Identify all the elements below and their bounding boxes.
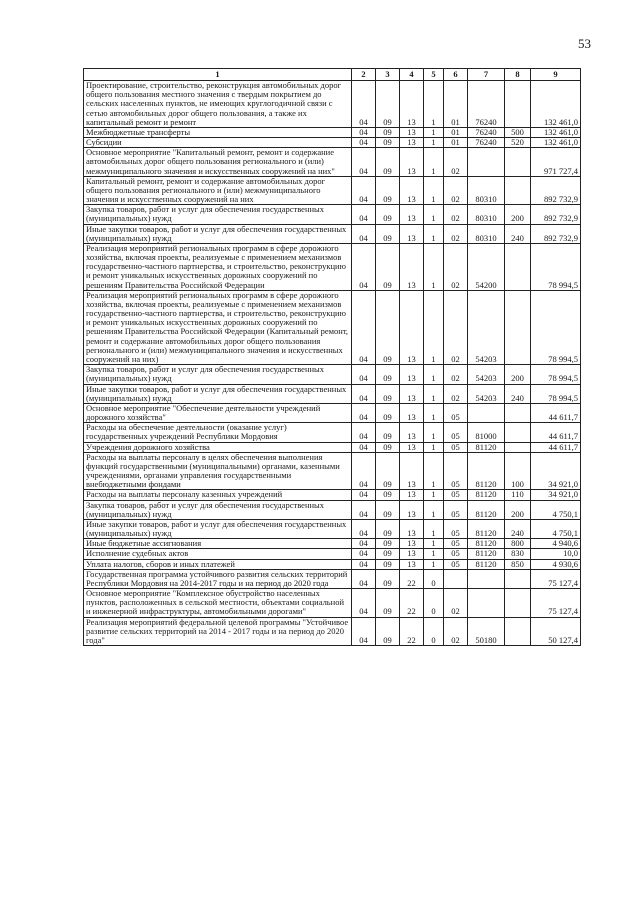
row-amount: 78 994,5 bbox=[531, 290, 581, 364]
row-name: Проектирование, строительство, реконструкция автомобильных дорог общего пользования местного значения с твердым покрытием до сельских населенных пунктов, не имеющих круглогодичной связи с сетью автомобильных дорог общего пользования, а также их капитальный ремонт и ремонт bbox=[84, 81, 352, 128]
table-row bbox=[84, 403, 581, 422]
code-col-4: 13 bbox=[400, 205, 424, 224]
code-col-6: 02 bbox=[444, 148, 468, 177]
header-row bbox=[84, 69, 581, 81]
code-col-3: 09 bbox=[376, 205, 400, 224]
code-col-7: 54203 bbox=[468, 290, 505, 364]
code-col-8: 100 bbox=[505, 452, 531, 490]
table-row bbox=[84, 243, 581, 290]
code-col-6: 02 bbox=[444, 243, 468, 290]
code-col-4: 22 bbox=[400, 617, 424, 646]
code-col-6: 02 bbox=[444, 384, 468, 403]
code-col-6: 02 bbox=[444, 365, 468, 384]
table-row bbox=[84, 384, 581, 403]
code-col-8 bbox=[505, 442, 531, 452]
row-name: Межбюджетные трансферты bbox=[84, 127, 352, 137]
code-col-8: 240 bbox=[505, 519, 531, 538]
code-col-6: 05 bbox=[444, 500, 468, 519]
table-row bbox=[84, 490, 581, 500]
code-col-4: 13 bbox=[400, 176, 424, 205]
code-col-8: 200 bbox=[505, 365, 531, 384]
code-col-7 bbox=[468, 569, 505, 588]
col-header-1: 1 bbox=[84, 69, 352, 81]
code-col-7 bbox=[468, 403, 505, 422]
code-col-7: 81120 bbox=[468, 549, 505, 559]
code-col-6: 01 bbox=[444, 138, 468, 148]
code-col-5: 1 bbox=[424, 490, 444, 500]
row-name: Реализация мероприятий региональных программ в сфере дорожного хозяйства, включая проекты, реализуемые с применением механизмов государственно-частного партнерства, и строительство, реконструкцию и ремонт уникальных искусственных дорожных сооружений по решениям Правительства Российской Федерации bbox=[84, 243, 352, 290]
code-col-5: 1 bbox=[424, 148, 444, 177]
row-name: Основное мероприятие "Комплексное обустройство населенных пунктов, расположенных в сельской местности, объектами социальной и инженерной инфраструктуры, автомобильными дорогами" bbox=[84, 589, 352, 618]
code-col-4: 22 bbox=[400, 569, 424, 588]
row-name: Расходы на обеспечение деятельности (оказание услуг) государственных учреждений Республики Мордовия bbox=[84, 423, 352, 442]
code-col-4: 13 bbox=[400, 442, 424, 452]
code-col-7: 81120 bbox=[468, 539, 505, 549]
code-col-5: 1 bbox=[424, 365, 444, 384]
table-row bbox=[84, 569, 581, 588]
row-amount: 892 732,9 bbox=[531, 205, 581, 224]
code-col-7: 80310 bbox=[468, 176, 505, 205]
code-col-4: 22 bbox=[400, 589, 424, 618]
table-row bbox=[84, 205, 581, 224]
table-row bbox=[84, 290, 581, 364]
row-name: Исполнение судебных актов bbox=[84, 549, 352, 559]
code-col-7: 80310 bbox=[468, 224, 505, 243]
row-name: Капитальный ремонт, ремонт и содержание автомобильных дорог общего пользования регионального и (или) межмуниципального значения и искусственных сооружений на них bbox=[84, 176, 352, 205]
row-name: Реализация мероприятий региональных программ в сфере дорожного хозяйства, включая проекты, реализуемые с применением механизмов государственно-частного партнерства, и строительство, реконструкцию и ремонт уникальных искусственных дорожных сооружений по решениям Правительства Российской Федерации (Капитальный ремонт, ремонт и содержание автомобильных дорог общего пользования регионального и (или) межмуниципального значения и искусственных сооружений на них) bbox=[84, 290, 352, 364]
code-col-3: 09 bbox=[376, 243, 400, 290]
code-col-7: 81120 bbox=[468, 559, 505, 569]
table-row bbox=[84, 365, 581, 384]
code-col-5: 1 bbox=[424, 205, 444, 224]
code-col-2: 04 bbox=[352, 243, 376, 290]
code-col-7 bbox=[468, 148, 505, 177]
row-amount: 78 994,5 bbox=[531, 384, 581, 403]
row-name: Реализация мероприятий федеральной целевой программы "Устойчивое развитие сельских территорий на 2014 - 2017 годы и на период до 2020 года" bbox=[84, 617, 352, 646]
code-col-6: 05 bbox=[444, 442, 468, 452]
code-col-2: 04 bbox=[352, 176, 376, 205]
code-col-5: 1 bbox=[424, 290, 444, 364]
code-col-2: 04 bbox=[352, 500, 376, 519]
budget-table bbox=[83, 68, 581, 646]
row-name: Расходы на выплаты персоналу в целях обеспечения выполнения функций государственными (муниципальными) органами, казенными учреждениями, органами управления государственными внебюджетными фондами bbox=[84, 452, 352, 490]
code-col-4: 13 bbox=[400, 384, 424, 403]
row-amount: 4 930,6 bbox=[531, 559, 581, 569]
code-col-3: 09 bbox=[376, 589, 400, 618]
code-col-3: 09 bbox=[376, 127, 400, 137]
code-col-8: 800 bbox=[505, 539, 531, 549]
code-col-6: 05 bbox=[444, 519, 468, 538]
row-amount: 75 127,4 bbox=[531, 569, 581, 588]
code-col-5: 1 bbox=[424, 559, 444, 569]
code-col-3: 09 bbox=[376, 290, 400, 364]
code-col-7: 81120 bbox=[468, 452, 505, 490]
code-col-7: 76240 bbox=[468, 127, 505, 137]
code-col-4: 13 bbox=[400, 549, 424, 559]
code-col-3: 09 bbox=[376, 423, 400, 442]
code-col-3: 09 bbox=[376, 559, 400, 569]
code-col-2: 04 bbox=[352, 490, 376, 500]
row-amount: 892 732,9 bbox=[531, 176, 581, 205]
code-col-4: 13 bbox=[400, 519, 424, 538]
code-col-2: 04 bbox=[352, 205, 376, 224]
row-amount: 75 127,4 bbox=[531, 589, 581, 618]
code-col-6: 05 bbox=[444, 403, 468, 422]
row-name: Уплата налогов, сборов и иных платежей bbox=[84, 559, 352, 569]
code-col-7: 54200 bbox=[468, 243, 505, 290]
table-row bbox=[84, 539, 581, 549]
code-col-8 bbox=[505, 403, 531, 422]
code-col-7: 80310 bbox=[468, 205, 505, 224]
code-col-7 bbox=[468, 589, 505, 618]
page-number: 53 bbox=[578, 36, 591, 51]
row-name: Закупка товаров, работ и услуг для обеспечения государственных (муниципальных) нужд bbox=[84, 205, 352, 224]
row-amount: 34 921,0 bbox=[531, 490, 581, 500]
code-col-2: 04 bbox=[352, 81, 376, 128]
col-header-9: 9 bbox=[531, 69, 581, 81]
code-col-5: 1 bbox=[424, 127, 444, 137]
code-col-4: 13 bbox=[400, 423, 424, 442]
code-col-7: 81120 bbox=[468, 490, 505, 500]
code-col-6: 05 bbox=[444, 549, 468, 559]
code-col-8: 830 bbox=[505, 549, 531, 559]
row-name: Учреждения дорожного хозяйства bbox=[84, 442, 352, 452]
code-col-4: 13 bbox=[400, 127, 424, 137]
code-col-5: 1 bbox=[424, 224, 444, 243]
row-name: Иные закупки товаров, работ и услуг для обеспечения государственных (муниципальных) нужд bbox=[84, 384, 352, 403]
row-amount: 892 732,9 bbox=[531, 224, 581, 243]
code-col-6: 05 bbox=[444, 423, 468, 442]
table-row bbox=[84, 500, 581, 519]
row-amount: 78 994,5 bbox=[531, 365, 581, 384]
row-name: Основное мероприятие "Капитальный ремонт, ремонт и содержание автомобильных дорог общего пользования регионального и (или) межмуниципального значения и искусственных сооружений на них" bbox=[84, 148, 352, 177]
code-col-3: 09 bbox=[376, 539, 400, 549]
code-col-4: 13 bbox=[400, 148, 424, 177]
row-amount: 44 611,7 bbox=[531, 403, 581, 422]
col-header-8: 8 bbox=[505, 69, 531, 81]
row-name: Расходы на выплаты персоналу казенных учреждений bbox=[84, 490, 352, 500]
code-col-6: 02 bbox=[444, 290, 468, 364]
row-amount: 4 750,1 bbox=[531, 519, 581, 538]
code-col-8: 520 bbox=[505, 138, 531, 148]
row-name: Закупка товаров, работ и услуг для обеспечения государственных (муниципальных) нужд bbox=[84, 500, 352, 519]
code-col-6: 02 bbox=[444, 617, 468, 646]
code-col-8: 500 bbox=[505, 127, 531, 137]
row-amount: 44 611,7 bbox=[531, 442, 581, 452]
code-col-3: 09 bbox=[376, 569, 400, 588]
row-amount: 78 994,5 bbox=[531, 243, 581, 290]
row-amount: 971 727,4 bbox=[531, 148, 581, 177]
code-col-8: 850 bbox=[505, 559, 531, 569]
code-col-5: 0 bbox=[424, 569, 444, 588]
code-col-8: 200 bbox=[505, 500, 531, 519]
col-header-2: 2 bbox=[352, 69, 376, 81]
code-col-3: 09 bbox=[376, 384, 400, 403]
row-amount: 34 921,0 bbox=[531, 452, 581, 490]
code-col-3: 09 bbox=[376, 148, 400, 177]
code-col-4: 13 bbox=[400, 539, 424, 549]
col-header-6: 6 bbox=[444, 69, 468, 81]
row-amount: 4 750,1 bbox=[531, 500, 581, 519]
table-row bbox=[84, 549, 581, 559]
code-col-5: 1 bbox=[424, 243, 444, 290]
code-col-8 bbox=[505, 148, 531, 177]
table-row bbox=[84, 423, 581, 442]
col-header-3: 3 bbox=[376, 69, 400, 81]
code-col-8 bbox=[505, 81, 531, 128]
row-amount: 132 461,0 bbox=[531, 127, 581, 137]
code-col-5: 1 bbox=[424, 384, 444, 403]
code-col-8 bbox=[505, 176, 531, 205]
code-col-6: 02 bbox=[444, 589, 468, 618]
code-col-8 bbox=[505, 290, 531, 364]
code-col-6: 01 bbox=[444, 127, 468, 137]
code-col-2: 04 bbox=[352, 403, 376, 422]
code-col-5: 1 bbox=[424, 500, 444, 519]
code-col-8 bbox=[505, 617, 531, 646]
code-col-2: 04 bbox=[352, 519, 376, 538]
row-name: Иные бюджетные ассигнования bbox=[84, 539, 352, 549]
code-col-6: 05 bbox=[444, 490, 468, 500]
code-col-2: 04 bbox=[352, 569, 376, 588]
code-col-2: 04 bbox=[352, 423, 376, 442]
code-col-4: 13 bbox=[400, 224, 424, 243]
code-col-3: 09 bbox=[376, 224, 400, 243]
code-col-3: 09 bbox=[376, 500, 400, 519]
row-name: Иные закупки товаров, работ и услуг для обеспечения государственных (муниципальных) нужд bbox=[84, 519, 352, 538]
code-col-2: 04 bbox=[352, 539, 376, 549]
table-row bbox=[84, 589, 581, 618]
row-name: Иные закупки товаров, работ и услуг для обеспечения государственных (муниципальных) нужд bbox=[84, 224, 352, 243]
table-row bbox=[84, 81, 581, 128]
row-amount: 44 611,7 bbox=[531, 423, 581, 442]
code-col-3: 09 bbox=[376, 176, 400, 205]
code-col-8 bbox=[505, 589, 531, 618]
code-col-5: 1 bbox=[424, 452, 444, 490]
col-header-4: 4 bbox=[400, 69, 424, 81]
row-name: Государственная программа устойчивого развития сельских территорий Республики Мордовия на 2014-2017 годы и на период до 2020 года bbox=[84, 569, 352, 588]
code-col-3: 09 bbox=[376, 452, 400, 490]
table-row bbox=[84, 519, 581, 538]
code-col-4: 13 bbox=[400, 81, 424, 128]
code-col-4: 13 bbox=[400, 452, 424, 490]
code-col-6: 05 bbox=[444, 452, 468, 490]
code-col-8: 110 bbox=[505, 490, 531, 500]
code-col-6: 02 bbox=[444, 176, 468, 205]
code-col-2: 04 bbox=[352, 384, 376, 403]
code-col-3: 09 bbox=[376, 81, 400, 128]
code-col-3: 09 bbox=[376, 365, 400, 384]
code-col-2: 04 bbox=[352, 365, 376, 384]
table-row bbox=[84, 138, 581, 148]
code-col-2: 04 bbox=[352, 290, 376, 364]
code-col-5: 1 bbox=[424, 549, 444, 559]
code-col-2: 04 bbox=[352, 148, 376, 177]
code-col-2: 04 bbox=[352, 442, 376, 452]
col-header-7: 7 bbox=[468, 69, 505, 81]
code-col-2: 04 bbox=[352, 589, 376, 618]
code-col-3: 09 bbox=[376, 549, 400, 559]
code-col-5: 1 bbox=[424, 81, 444, 128]
code-col-8 bbox=[505, 243, 531, 290]
row-amount: 132 461,0 bbox=[531, 81, 581, 128]
code-col-7: 50180 bbox=[468, 617, 505, 646]
code-col-6: 05 bbox=[444, 539, 468, 549]
code-col-5: 1 bbox=[424, 423, 444, 442]
col-header-5: 5 bbox=[424, 69, 444, 81]
code-col-3: 09 bbox=[376, 617, 400, 646]
code-col-5: 1 bbox=[424, 138, 444, 148]
row-amount: 50 127,4 bbox=[531, 617, 581, 646]
code-col-8: 240 bbox=[505, 224, 531, 243]
code-col-2: 04 bbox=[352, 559, 376, 569]
code-col-4: 13 bbox=[400, 290, 424, 364]
code-col-2: 04 bbox=[352, 549, 376, 559]
code-col-6: 01 bbox=[444, 81, 468, 128]
code-col-3: 09 bbox=[376, 519, 400, 538]
table-row bbox=[84, 127, 581, 137]
code-col-6: 02 bbox=[444, 224, 468, 243]
row-amount: 10,0 bbox=[531, 549, 581, 559]
code-col-7: 81120 bbox=[468, 519, 505, 538]
code-col-6 bbox=[444, 569, 468, 588]
row-amount: 4 940,6 bbox=[531, 539, 581, 549]
code-col-4: 13 bbox=[400, 490, 424, 500]
code-col-3: 09 bbox=[376, 138, 400, 148]
row-name: Закупка товаров, работ и услуг для обеспечения государственных (муниципальных) нужд bbox=[84, 365, 352, 384]
code-col-5: 1 bbox=[424, 403, 444, 422]
code-col-4: 13 bbox=[400, 403, 424, 422]
code-col-3: 09 bbox=[376, 403, 400, 422]
code-col-5: 0 bbox=[424, 617, 444, 646]
code-col-4: 13 bbox=[400, 365, 424, 384]
code-col-7: 81000 bbox=[468, 423, 505, 442]
table-row bbox=[84, 148, 581, 177]
code-col-6: 05 bbox=[444, 559, 468, 569]
code-col-4: 13 bbox=[400, 559, 424, 569]
code-col-2: 04 bbox=[352, 452, 376, 490]
table-row bbox=[84, 176, 581, 205]
row-amount: 132 461,0 bbox=[531, 138, 581, 148]
code-col-4: 13 bbox=[400, 243, 424, 290]
code-col-6: 02 bbox=[444, 205, 468, 224]
table-row bbox=[84, 452, 581, 490]
code-col-7: 76240 bbox=[468, 138, 505, 148]
code-col-5: 1 bbox=[424, 442, 444, 452]
code-col-5: 1 bbox=[424, 539, 444, 549]
table-row bbox=[84, 442, 581, 452]
code-col-2: 04 bbox=[352, 224, 376, 243]
code-col-2: 04 bbox=[352, 138, 376, 148]
code-col-2: 04 bbox=[352, 617, 376, 646]
code-col-5: 1 bbox=[424, 519, 444, 538]
code-col-5: 1 bbox=[424, 176, 444, 205]
code-col-4: 13 bbox=[400, 138, 424, 148]
code-col-8 bbox=[505, 569, 531, 588]
code-col-3: 09 bbox=[376, 442, 400, 452]
code-col-3: 09 bbox=[376, 490, 400, 500]
code-col-8: 240 bbox=[505, 384, 531, 403]
row-name: Субсидии bbox=[84, 138, 352, 148]
code-col-8 bbox=[505, 423, 531, 442]
code-col-7: 76240 bbox=[468, 81, 505, 128]
code-col-7: 54203 bbox=[468, 384, 505, 403]
table-row bbox=[84, 559, 581, 569]
code-col-8: 200 bbox=[505, 205, 531, 224]
code-col-5: 0 bbox=[424, 589, 444, 618]
table-row bbox=[84, 617, 581, 646]
row-name: Основное мероприятие "Обеспечение деятельности учреждений дорожного хозяйства" bbox=[84, 403, 352, 422]
table-row bbox=[84, 224, 581, 243]
code-col-2: 04 bbox=[352, 127, 376, 137]
code-col-4: 13 bbox=[400, 500, 424, 519]
code-col-7: 81120 bbox=[468, 442, 505, 452]
code-col-7: 81120 bbox=[468, 500, 505, 519]
code-col-7: 54203 bbox=[468, 365, 505, 384]
